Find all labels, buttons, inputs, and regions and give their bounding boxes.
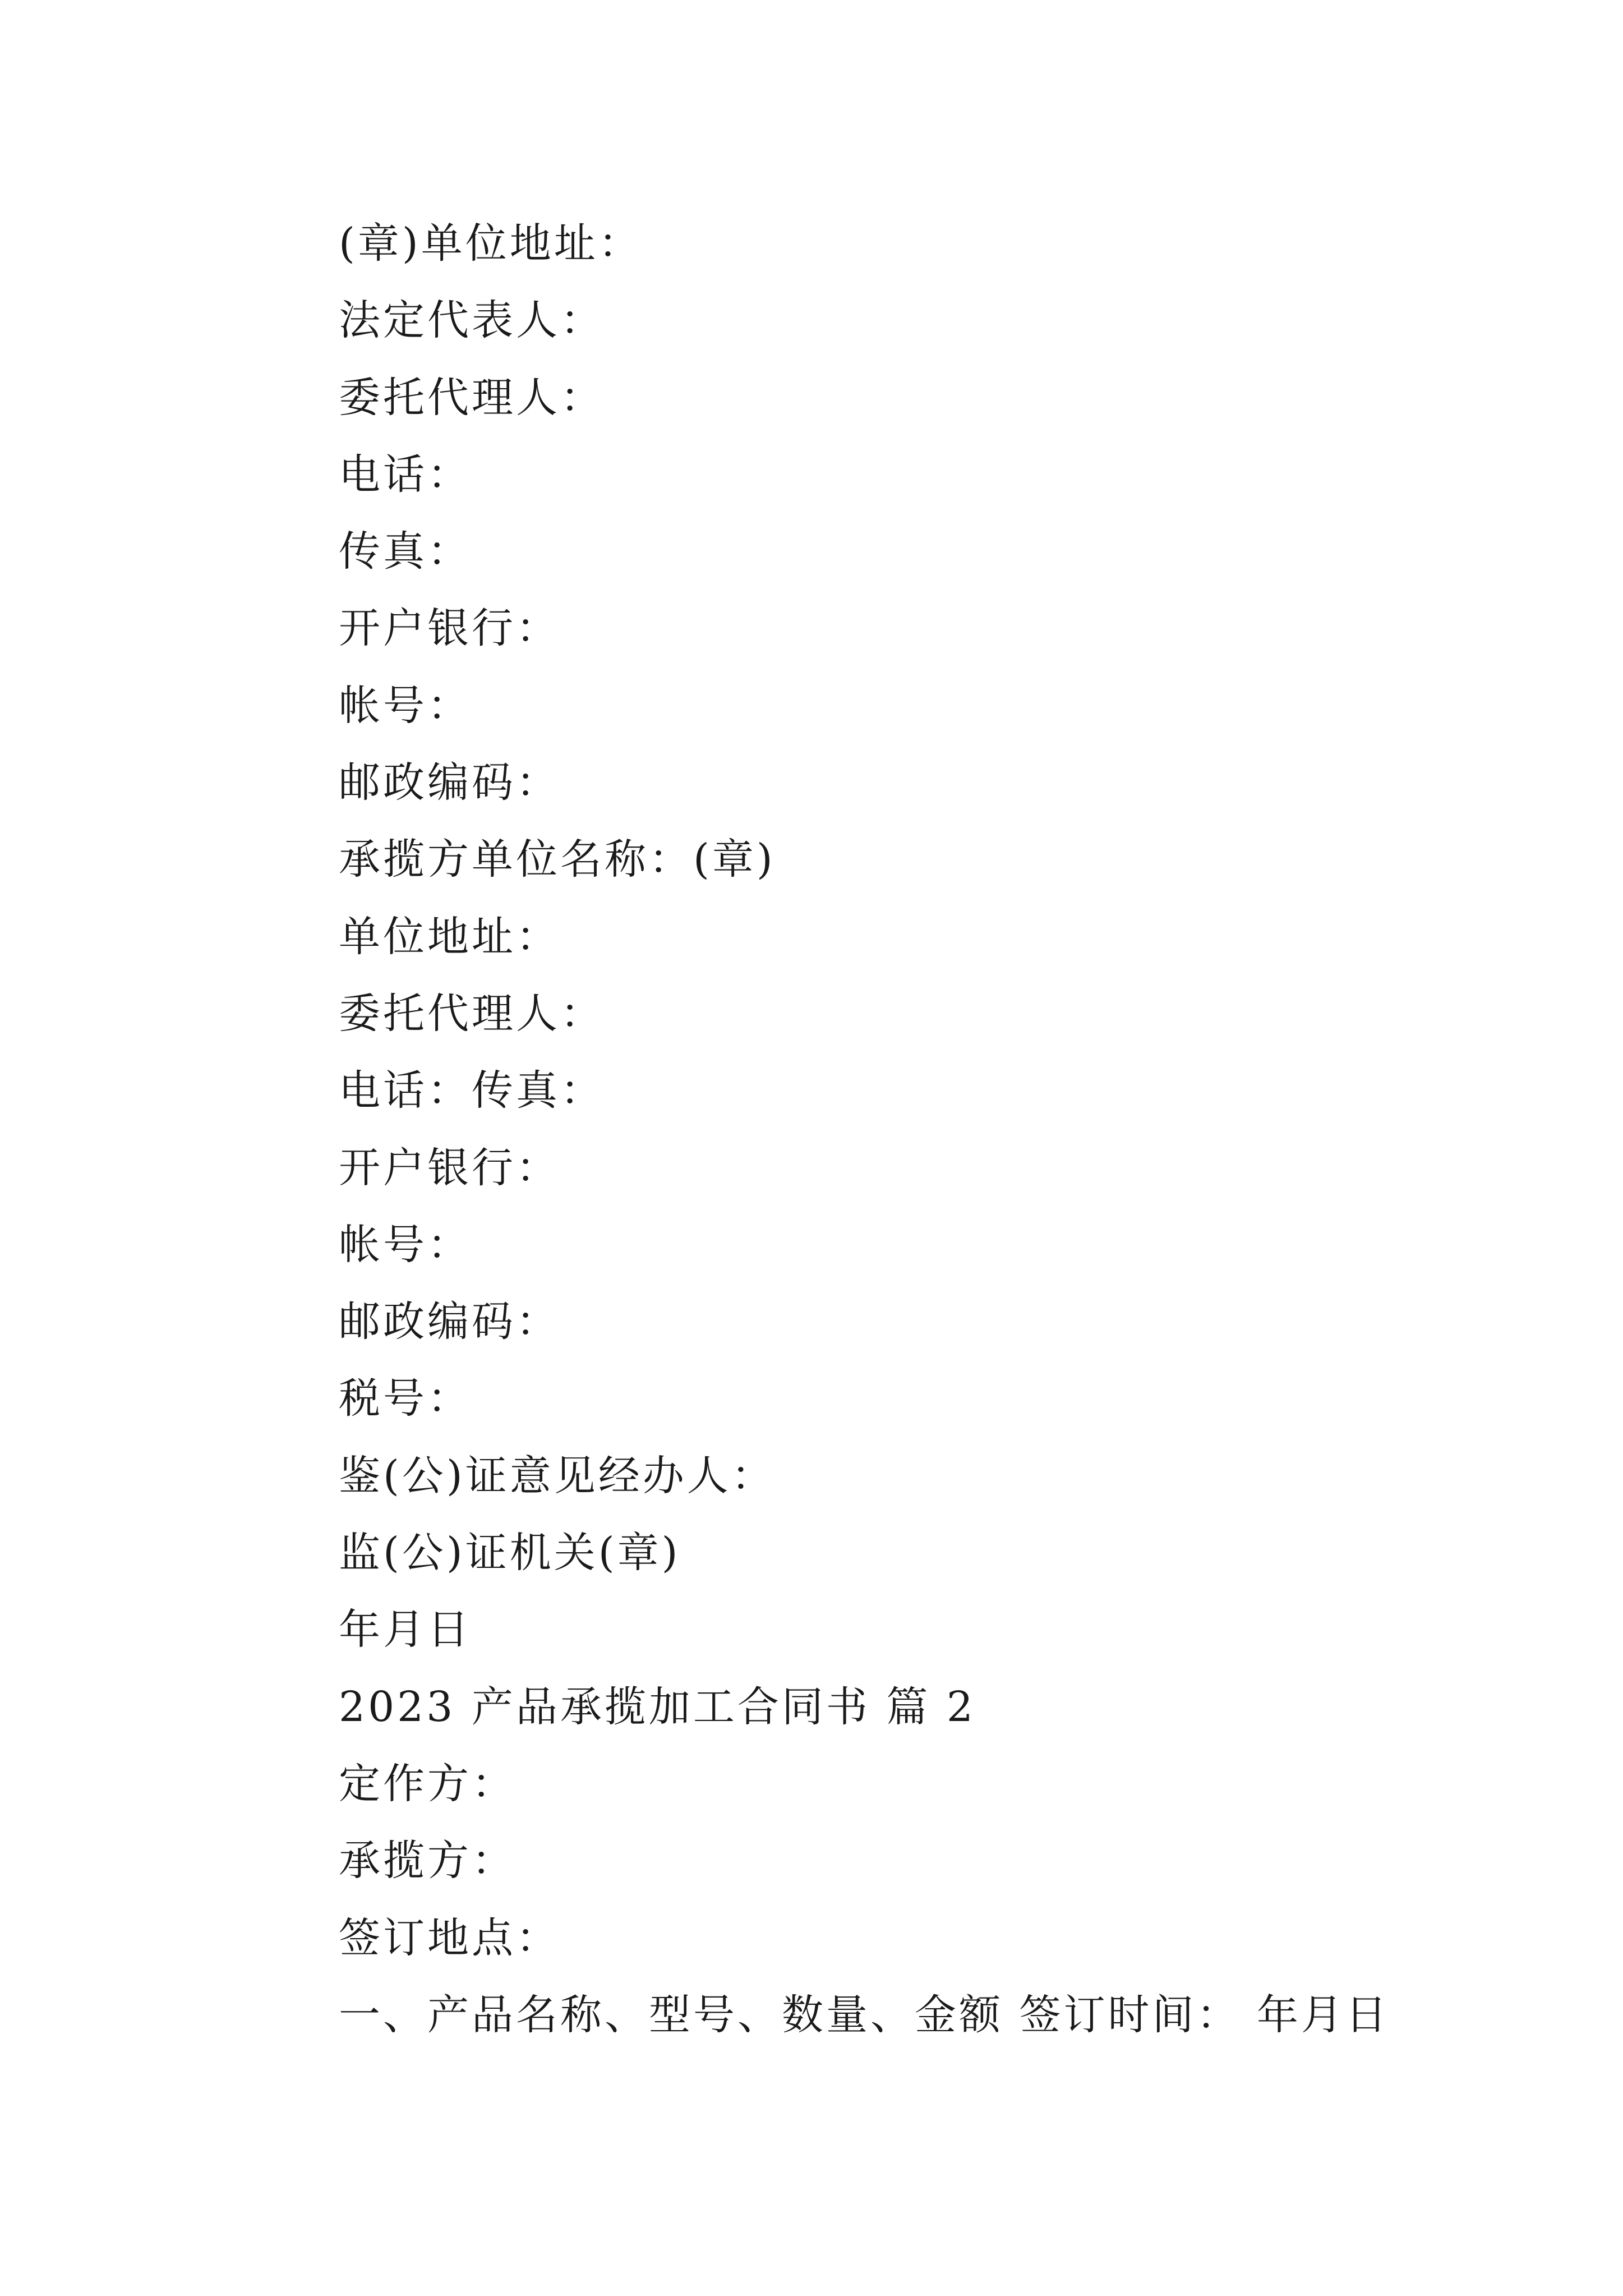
text-line-contractor-phone-fax: 电话：传真： [339,1066,605,1115]
text-line-contractor-agent: 委托代理人： [339,989,605,1038]
text-line-contracting-party: 承揽方： [339,1837,516,1885]
text-line-clause-one: 一、产品名称、型号、数量、金额 签订时间： 年月日 [339,1990,1390,2039]
text-line-account: 帐号： [339,681,472,730]
text-line-contractor-address: 单位地址： [339,912,560,961]
text-line-legal-representative: 法定代表人： [339,296,605,345]
text-line-fax: 传真： [339,527,472,576]
text-line-postal-code: 邮政编码： [339,758,560,807]
text-line-date: 年月日 [339,1605,472,1654]
text-line-contractor-name: 承揽方单位名称：(章) [339,835,776,884]
text-line-phone: 电话： [339,450,472,499]
text-line-unit-address-seal: (章)单位地址： [339,219,643,268]
section-title: 2023 产品承揽加工合同书 篇 2 [339,1682,976,1731]
text-line-ordering-party: 定作方： [339,1759,516,1808]
text-line-notary-opinion: 鉴(公)证意见经办人： [339,1451,776,1500]
text-line-bank: 开户银行： [339,604,560,653]
text-line-tax-number: 税号： [339,1374,472,1423]
text-line-signing-place: 签订地点： [339,1913,560,1962]
text-line-contractor-account: 帐号： [339,1220,472,1269]
text-line-authorized-agent: 委托代理人： [339,373,605,422]
text-line-contractor-postal-code: 邮政编码： [339,1297,560,1346]
text-line-notary-authority: 监(公)证机关(章) [339,1529,681,1577]
document-body [339,209,1390,2057]
text-line-contractor-bank: 开户银行： [339,1143,560,1192]
